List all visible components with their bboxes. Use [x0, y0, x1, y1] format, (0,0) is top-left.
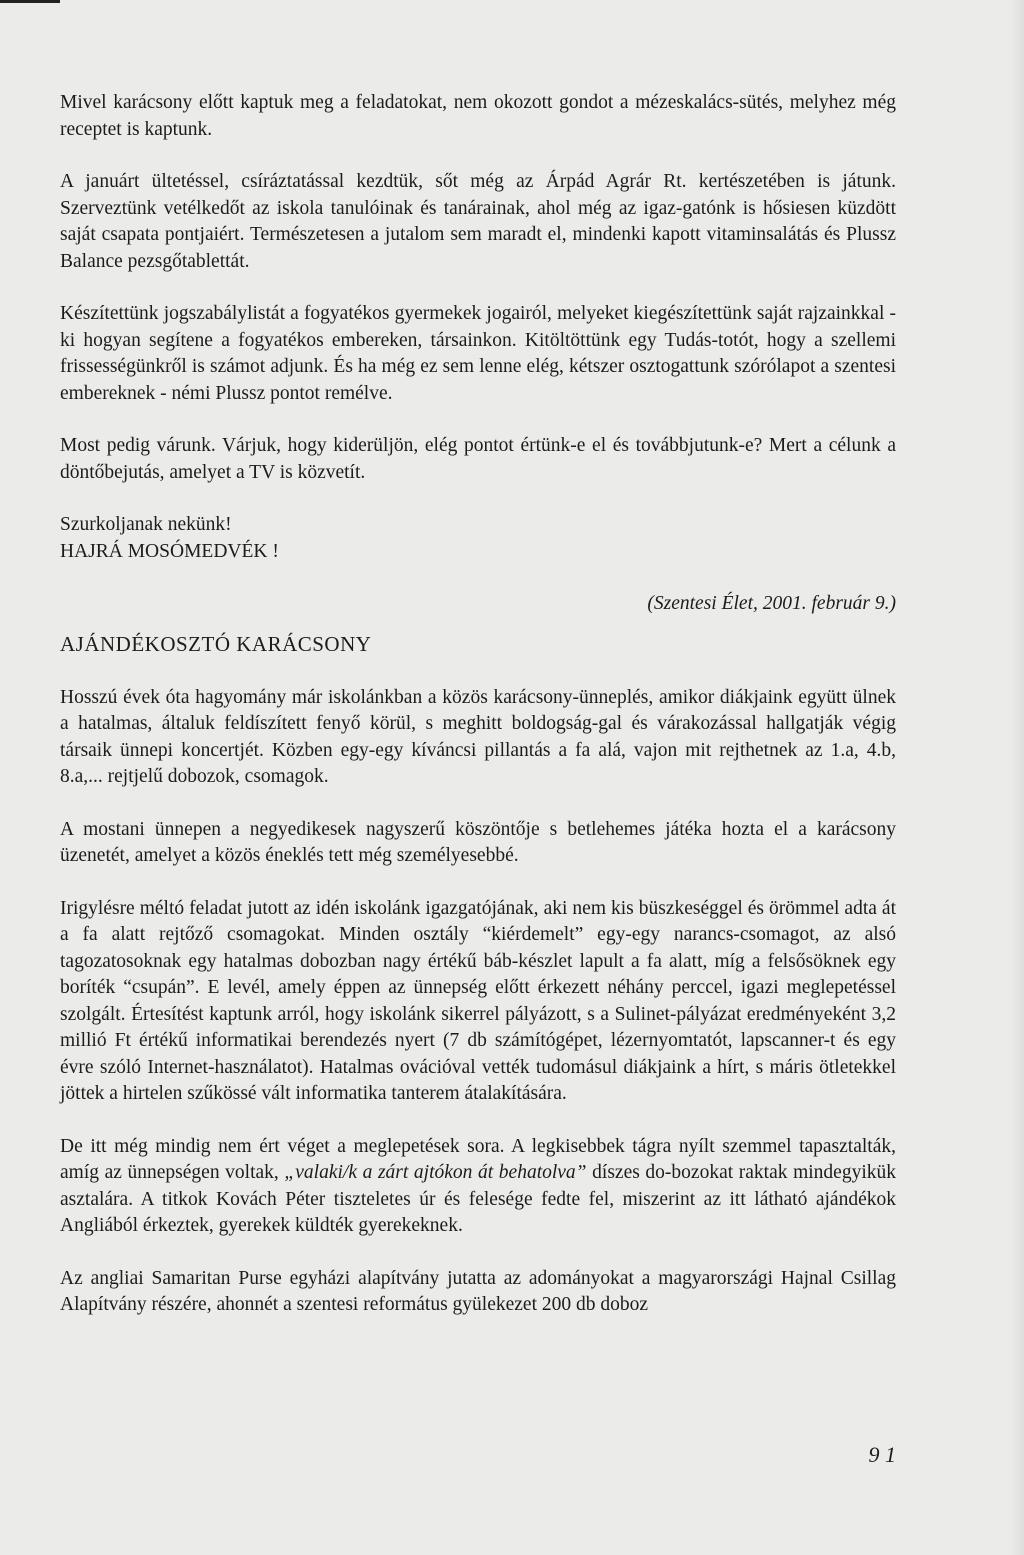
cheer-line: Szurkoljanak nekünk!	[60, 514, 232, 535]
page-content	[60, 90, 896, 1319]
paragraph-tradition: Hosszú évek óta hagyomány már iskolánkban a közös karácsony-ünneplés, amikor diákjaink együtt ülnek a hatalmas, általuk feldíszített fenyő körül, s meghitt boldogság-gal és várakozással hallgatják végig társaik ünnepi koncertjét. Közben egy-egy kíváncsi pillantás a fa alá, vajon mit rejthetnek az 1.a, 4.b, 8.a,... rejtjelű dobozok, csomagok.	[60, 686, 896, 787]
paragraph-samaritan: Az angliai Samaritan Purse egyházi alapítvány jutatta az adományokat a magyarországi Hajnal Csillag Alapítvány részére, ahonnét a szentesi református gyülekezet 200 db doboz	[60, 1267, 896, 1315]
paragraph-gingerbread: Mivel karácsony előtt kaptuk meg a feladatokat, nem okozott gondot a mézeskalács-sütés, melyhez még receptet is kaptunk.	[60, 92, 896, 140]
paragraph-nativity: A mostani ünnepen a negyedikesek nagyszerű köszöntője s betlehemes játéka hozta el a karácsony üzenetét, amelyet a közös éneklés tett még személyesebbé.	[60, 818, 896, 866]
cheer-slogan: HAJRÁ MOSÓMEDVÉK !	[60, 540, 279, 562]
paragraph-rights-list: Készítettünk jogszabálylistát a fogyatékos gyermekek jogairól, melyeket kiegészítettünk saját rajzainkkal - ki hogyan segítene a fogyatékos embereken, társainkon. Kitöltöttünk egy Tudás-totót, hogy a szellemi frissességünkről is számot adjunk. És ha még ez sem lenne elég, kétszer osztogattunk szórólapot a szentesi embereknek - némi Plussz pontot remélve.	[60, 303, 896, 404]
paragraph-january: A januárt ültetéssel, csíráztatással kezdtük, sőt még az Árpád Agrár Rt. kertészetében is játunk. Szerveztünk vetélkedőt az iskola tanulóinak és tanárainak, ahol még az igaz-gatónk is hősiesen küzdött saját csapata pontjaiért. Természetesen a jutalom sem maradt el, mindenki kapott vitaminsalátás és Plussz Balance pezsgőtablettát.	[60, 171, 896, 272]
paragraph-surprise	[60, 1134, 896, 1240]
scan-shadow	[1010, 0, 1024, 1555]
section-heading: AJÁNDÉKOSZTÓ KARÁCSONY	[60, 631, 372, 656]
surprise-text-before: De itt még mindig nem ért véget a meglepetések sora. A legkisebbek tágra nyílt szemmel tapasztalták, amíg az ünnepségen voltak,	[60, 1135, 896, 1183]
paragraph-waiting: Most pedig várunk. Várjuk, hogy kiderüljön, elég pontot értünk-e el és továbbjutunk-e? Mert a célunk a döntőbejutás, amelyet a TV is közvetít.	[60, 435, 896, 483]
surprise-text-italic: „valaki/k a zárt ajtókon át behatolva”	[284, 1162, 587, 1183]
surprise-text-after: díszes do-bozokat raktak mindegyikük asztalára. A titkok Kovách Péter tiszteletes úr és felesége fedte fel, miszerint az itt látható ajándékok Angliából érkeztek, gyerekek küldték gyerekeknek.	[60, 1162, 896, 1236]
paragraph-gifts: Irigylésre méltó feladat jutott az idén iskolánk igazgatójának, aki nem kis büszkeséggel és örömmel adta át a fa alatt rejtőző csomagokat. Minden osztály “kiérdemelt” egy-egy narancs-csomagot, az alsó tagozatosoknak egy hatalmas dobozban nagy értékű báb-készlet lapult a fa alatt, míg a felsősöknek egy boríték “csupán”. E levél, amely éppen az ünnepség előtt érkezett néhány perccel, igazi meglepetéssel szolgált. Értesítést kaptunk arról, hogy iskolánk sikerrel pályázott, s a Sulinet-pályázat eredményeként 3,2 millió Ft értékű informatikai berendezés nyert (7 db számítógépet, lézernyomtatót, lapscanner-t és egy évre szóló Internet-használatot). Hatalmas ovációval vették tudomásul diákjaink a hírt, s máris ötletekkel jöttek a hirtelen szűkössé vált informatika tanterem átalakítására.	[60, 897, 896, 1104]
page-number: 9 1	[868, 1442, 896, 1467]
source-citation: (Szentesi Élet, 2001. február 9.)	[647, 593, 896, 614]
scan-edge-mark	[0, 0, 60, 3]
